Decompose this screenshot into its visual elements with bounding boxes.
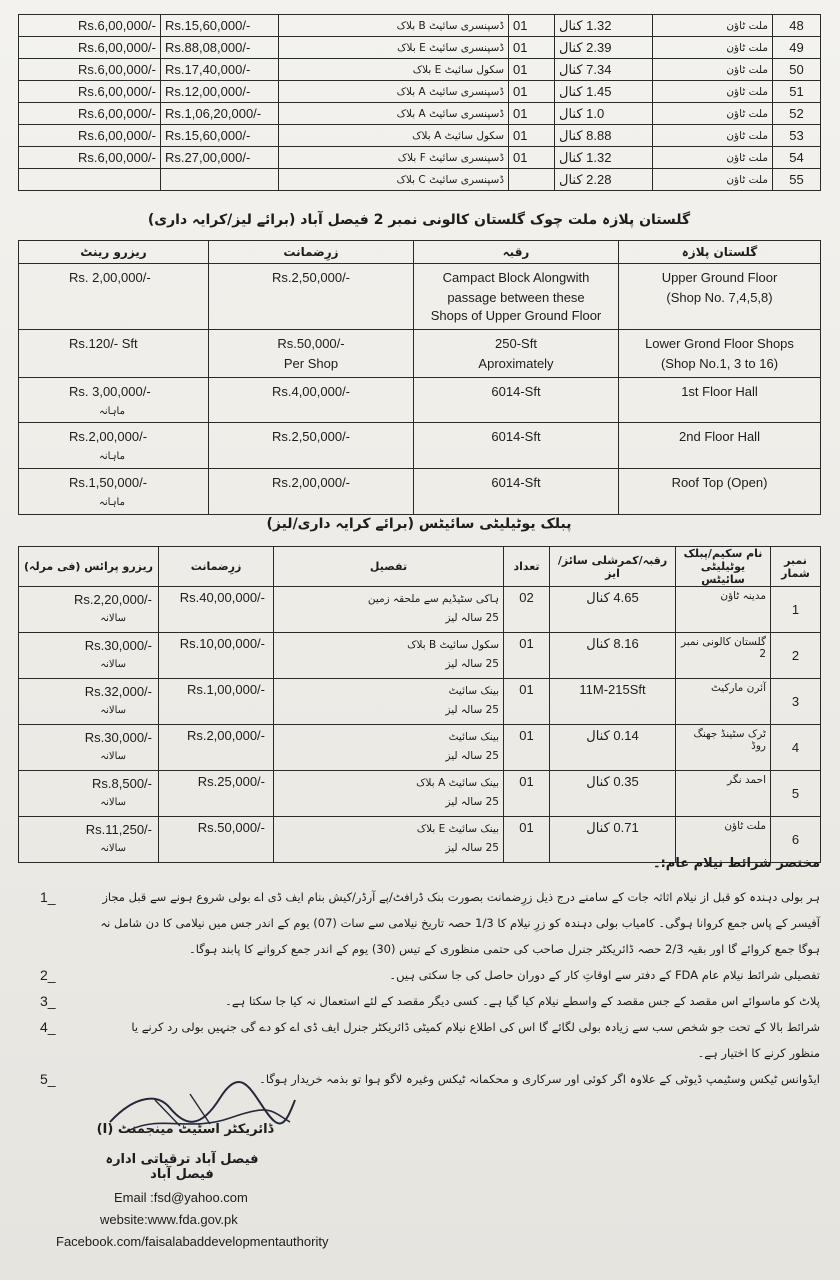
cell-line: 25 سالہ لیز — [445, 704, 499, 716]
table-row — [19, 725, 821, 771]
area-cell — [414, 264, 619, 330]
header-plaza: گلستان پلازہ — [619, 241, 821, 264]
serial-no-cell: 6 — [771, 817, 821, 863]
term-number: 3_ — [40, 993, 56, 1009]
scheme-name-cell: آئرن مارکیٹ — [676, 679, 771, 725]
area-cell: 4.65 کنال — [550, 587, 676, 633]
area-cell — [414, 378, 619, 423]
cell-line: Rs.8,500/- — [92, 776, 152, 791]
term-text: شرائط بالا کے تحت جو شخص سب سے زیادہ بولی لگائے گا اس کی اطلاع نیلام کمیٹی ڈائریکٹر جنرل ایف ڈی اے کو دے گی جنہیں بولی رد کرنے یا منظور کرنے کا اختیار ہے۔ — [131, 1020, 820, 1060]
serial-no-cell: 4 — [771, 725, 821, 771]
cell-line: 25 سالہ لیز — [445, 750, 499, 762]
header-quantity: تعداد — [504, 547, 550, 587]
reserve-price-cell — [19, 679, 159, 725]
cell-line: Rs.30,000/- — [84, 730, 152, 745]
cell-line: (Shop No. 7,4,5,8) — [666, 290, 773, 305]
table-row — [19, 771, 821, 817]
plaza-floor-cell — [619, 378, 821, 423]
cell-line: 25 سالہ لیز — [445, 658, 499, 670]
serial-no-cell: 50 — [773, 59, 821, 81]
area-cell: 0.35 کنال — [550, 771, 676, 817]
reserve-price-cell: Rs.6,00,000/- — [19, 37, 161, 59]
reserve-price-cell — [19, 587, 159, 633]
cell-line: سالانہ — [100, 659, 126, 670]
earnest-money-cell: Rs.17,40,000/- — [161, 59, 279, 81]
contact-facebook: Facebook.com/faisalabaddevelopmentauthority — [56, 1234, 329, 1249]
site-detail-cell — [274, 633, 504, 679]
term-text: تفصیلی شرائط نیلام عام FDA کے دفتر سے اوقاتِ کار کے دوران حاصل کی جا سکتی ہیں۔ — [389, 968, 820, 982]
section-title-gulistan-plaza: گلستان پلازہ ملت چوک گلستان کالونی نمبر 2 فیصل آباد (برائے لیز/کرایہ داری) — [147, 212, 691, 228]
cell-line: Rs.4,00,000/- — [271, 384, 351, 399]
reserve-price-cell: Rs.6,00,000/- — [19, 59, 161, 81]
plaza-floor-cell — [619, 330, 821, 378]
table-row — [19, 125, 821, 147]
cell-line: Rs.50,000/- — [277, 336, 345, 351]
reserve-price-cell: Rs.6,00,000/- — [19, 15, 161, 37]
cell-line: سالانہ — [100, 751, 126, 762]
serial-no-cell: 51 — [773, 81, 821, 103]
contact-website: website:www.fda.gov.pk — [100, 1212, 238, 1227]
quantity-cell: 01 — [509, 15, 555, 37]
earnest-money-cell: Rs.10,00,000/- — [159, 633, 274, 679]
area-cell: 1.0 کنال — [555, 103, 653, 125]
contact-email: Email :fsd@yahoo.com — [114, 1190, 248, 1205]
site-detail-cell: سکول سائیٹ A بلاک — [279, 125, 509, 147]
scheme-name-cell: ملت ٹاؤن — [653, 37, 773, 59]
cell-line: بینک سائیٹ E بلاک — [416, 823, 499, 835]
quantity-cell: 01 — [509, 125, 555, 147]
cell-line: Rs.1,50,000/- — [69, 475, 148, 490]
section-title-public-utility: پبلک یوٹیلیٹی سائیٹس (برائے کرایہ داری/لیز) — [266, 516, 572, 532]
header-earnest: زرِضمانت — [159, 547, 274, 587]
reserve-price-cell: Rs.6,00,000/- — [19, 103, 161, 125]
term-number: 4_ — [40, 1019, 56, 1035]
quantity-cell: 01 — [509, 59, 555, 81]
public-utility-table — [18, 546, 821, 863]
cell-line: 250-Sft — [495, 336, 537, 351]
reserve-rent-cell — [19, 378, 209, 423]
plaza-floor-cell — [619, 423, 821, 469]
site-detail-cell: ڈسپنسری سائیٹ B بلاک — [279, 15, 509, 37]
term-item — [40, 988, 820, 1014]
term-item — [40, 962, 820, 988]
area-cell: 11M-215Sft — [550, 679, 676, 725]
quantity-cell: 01 — [509, 103, 555, 125]
serial-no-cell: 53 — [773, 125, 821, 147]
scheme-name-cell: گلستان کالونی نمبر 2 — [676, 633, 771, 679]
cell-line: Rs.30,000/- — [84, 638, 152, 653]
cell-line: بینک سائیٹ — [448, 685, 499, 697]
earnest-money-cell — [209, 423, 414, 469]
reserve-price-cell: Rs.6,00,000/- — [19, 147, 161, 169]
quantity-cell: 01 — [504, 771, 550, 817]
table-row — [19, 423, 821, 469]
term-text: پلاٹ کو ماسوائے اس مقصد کے جس مقصد کے واسطے نیلام کیا گیا ہے۔ کسی دیگر مقصد کے لئے استعمال نہ کیا جا سکتا ہے۔ — [225, 994, 820, 1008]
serial-no-cell: 2 — [771, 633, 821, 679]
site-detail-cell — [274, 587, 504, 633]
quantity-cell: 01 — [504, 679, 550, 725]
scheme-name-cell: ملت ٹاؤن — [653, 169, 773, 191]
earnest-money-cell: Rs.88,08,000/- — [161, 37, 279, 59]
gulistan-plaza-table — [18, 240, 821, 515]
earnest-money-cell: Rs.15,60,000/- — [161, 15, 279, 37]
site-detail-cell — [274, 679, 504, 725]
header-reserve-price: ریزرو پرائس (فی مرلہ) — [19, 547, 159, 587]
cell-line: Rs. 2,00,000/- — [69, 270, 151, 285]
site-detail-cell: ڈسپنسری سائیٹ C بلاک — [279, 169, 509, 191]
reserve-price-cell: Rs.6,00,000/- — [19, 125, 161, 147]
table-row — [19, 264, 821, 330]
cell-line: ہاکی سٹیڈیم سے ملحقہ زمین — [367, 593, 499, 605]
header-scheme-name: نام سکیم/پبلک یوٹیلیٹی سائیٹس — [676, 547, 771, 587]
cell-line: Roof Top (Open) — [671, 475, 768, 490]
earnest-money-cell: Rs.27,00,000/- — [161, 147, 279, 169]
header-detail: تفصیل — [274, 547, 504, 587]
table-row — [19, 59, 821, 81]
cell-line: Rs.2,00,000/- — [69, 429, 148, 444]
scheme-name-cell: ملت ٹاؤن — [653, 15, 773, 37]
term-number: 5_ — [40, 1071, 56, 1087]
site-detail-cell: ڈسپنسری سائیٹ A بلاک — [279, 81, 509, 103]
quantity-cell: 01 — [504, 725, 550, 771]
terms-heading: مختصر شرائط نیلام عام:۔ — [652, 856, 820, 871]
quantity-cell: 01 — [509, 147, 555, 169]
table-row — [19, 679, 821, 725]
area-cell — [414, 423, 619, 469]
header-earnest-money: زرِضمانت — [209, 241, 414, 264]
cell-line: سالانہ — [100, 705, 126, 716]
cell-line: 6014-Sft — [491, 429, 541, 444]
cell-line: بینک سائیٹ — [448, 731, 499, 743]
earnest-money-cell — [209, 378, 414, 423]
plaza-floor-cell — [619, 469, 821, 515]
site-detail-cell: ڈسپنسری سائیٹ E بلاک — [279, 37, 509, 59]
earnest-money-cell: Rs.15,60,000/- — [161, 125, 279, 147]
cell-line: passage between these — [447, 290, 585, 305]
cell-line: Rs.2,00,000/- — [271, 475, 351, 490]
serial-no-cell: 5 — [771, 771, 821, 817]
cell-line: Rs.2,50,000/- — [271, 429, 351, 444]
cell-line: Rs.2,20,000/- — [73, 592, 152, 607]
table-row — [19, 37, 821, 59]
header-reserve-rent: ریزرو رینٹ — [19, 241, 209, 264]
earnest-money-cell — [161, 169, 279, 191]
signatory-title: ڈائریکٹر اسٹیٹ مینجمنٹ (I) — [96, 1122, 274, 1137]
term-item — [40, 884, 820, 962]
area-cell: 0.71 کنال — [550, 817, 676, 863]
area-cell: 1.32 کنال — [555, 147, 653, 169]
cell-line: بینک سائیٹ A بلاک — [416, 777, 499, 789]
quantity-cell: 01 — [504, 817, 550, 863]
site-detail-cell: ڈسپنسری سائیٹ F بلاک — [279, 147, 509, 169]
table-row — [19, 147, 821, 169]
reserve-price-cell: Rs.6,00,000/- — [19, 81, 161, 103]
table-row — [19, 587, 821, 633]
cell-line: 6014-Sft — [491, 475, 541, 490]
cell-line: Rs.11,250/- — [85, 822, 152, 837]
earnest-money-cell: Rs.25,000/- — [159, 771, 274, 817]
earnest-money-cell: Rs.50,000/- — [159, 817, 274, 863]
header-area: رقبہ — [414, 241, 619, 264]
serial-no-cell: 52 — [773, 103, 821, 125]
serial-no-cell: 48 — [773, 15, 821, 37]
table-row — [19, 103, 821, 125]
term-number: 2_ — [40, 967, 56, 983]
area-cell: 2.39 کنال — [555, 37, 653, 59]
earnest-money-cell: Rs.12,00,000/- — [161, 81, 279, 103]
serial-no-cell: 1 — [771, 587, 821, 633]
terms-list — [40, 884, 820, 1092]
area-cell: 2.28 کنال — [555, 169, 653, 191]
quantity-cell: 01 — [504, 633, 550, 679]
area-cell: 0.14 کنال — [550, 725, 676, 771]
cell-line: Shops of Upper Ground Floor — [430, 308, 602, 323]
table-row — [19, 81, 821, 103]
cell-line: ماہانہ — [99, 451, 125, 462]
site-detail-cell: ڈسپنسری سائیٹ A بلاک — [279, 103, 509, 125]
cell-line: سکول سائیٹ B بلاک — [407, 639, 499, 651]
scheme-name-cell: ملت ٹاؤن — [653, 81, 773, 103]
quantity-cell: 02 — [504, 587, 550, 633]
reserve-rent-cell — [19, 330, 209, 378]
cell-line: Rs. 3,00,000/- — [69, 384, 151, 399]
area-cell: 1.45 کنال — [555, 81, 653, 103]
cell-line: Upper Ground Floor — [661, 270, 778, 285]
quantity-cell — [509, 169, 555, 191]
table-row — [19, 633, 821, 679]
cell-line: سالانہ — [100, 843, 126, 854]
table-row — [19, 169, 821, 191]
earnest-money-cell: Rs.40,00,000/- — [159, 587, 274, 633]
term-number: 1_ — [40, 889, 56, 905]
earnest-money-cell: Rs.2,00,000/- — [159, 725, 274, 771]
cell-line: Rs.2,50,000/- — [271, 270, 351, 285]
cell-line: ماہانہ — [99, 497, 125, 508]
scheme-name-cell: ٹرک سٹینڈ جھنگ روڈ — [676, 725, 771, 771]
cell-line: 25 سالہ لیز — [445, 842, 499, 854]
table-row — [19, 15, 821, 37]
header-area-size: رقبہ/کمرشلی سائز/ایز — [550, 547, 676, 587]
scheme-name-cell: ملت ٹاؤن — [653, 147, 773, 169]
reserve-rent-cell — [19, 423, 209, 469]
reserve-rent-cell — [19, 469, 209, 515]
area-cell — [414, 469, 619, 515]
site-detail-cell — [274, 771, 504, 817]
area-cell — [414, 330, 619, 378]
table-row — [19, 378, 821, 423]
reserve-price-cell — [19, 771, 159, 817]
earnest-money-cell: Rs.1,00,000/- — [159, 679, 274, 725]
cell-line: 1st Floor Hall — [681, 384, 758, 399]
cell-line: سالانہ — [100, 613, 126, 624]
earnest-money-cell — [209, 330, 414, 378]
plaza-floor-cell — [619, 264, 821, 330]
scheme-name-cell: مدینہ ٹاؤن — [676, 587, 771, 633]
serial-no-cell: 55 — [773, 169, 821, 191]
earnest-money-cell — [209, 469, 414, 515]
cell-line: سالانہ — [100, 797, 126, 808]
cell-line: 2nd Floor Hall — [679, 429, 760, 444]
cell-line: ماہانہ — [99, 406, 125, 417]
cell-line: 25 سالہ لیز — [445, 796, 499, 808]
cell-line: Per Shop — [283, 356, 339, 371]
signatory-organization: فیصل آباد ترقیاتی ادارہ فیصل آباد — [105, 1152, 259, 1182]
header-serial-no: نمبر شمار — [771, 547, 821, 587]
scheme-name-cell: ملت ٹاؤن — [653, 103, 773, 125]
serial-no-cell: 54 — [773, 147, 821, 169]
serial-no-cell: 49 — [773, 37, 821, 59]
cell-line: Aproximately — [478, 356, 554, 371]
cell-line: Campact Block Alongwith — [442, 270, 590, 285]
cell-line: (Shop No.1, 3 to 16) — [660, 356, 779, 371]
reserve-rent-cell — [19, 264, 209, 330]
scheme-name-cell: ملت ٹاؤن — [653, 59, 773, 81]
reserve-price-cell — [19, 633, 159, 679]
reserve-price-cell — [19, 725, 159, 771]
cell-line: Lower Grond Floor Shops — [645, 336, 794, 351]
quantity-cell: 01 — [509, 37, 555, 59]
auction-table-sites — [18, 14, 821, 191]
quantity-cell: 01 — [509, 81, 555, 103]
cell-line: Rs.32,000/- — [84, 684, 152, 699]
site-detail-cell — [274, 725, 504, 771]
serial-no-cell: 3 — [771, 679, 821, 725]
site-detail-cell: سکول سائیٹ E بلاک — [279, 59, 509, 81]
table-row — [19, 469, 821, 515]
cell-line: 6014-Sft — [491, 384, 541, 399]
area-cell: 8.88 کنال — [555, 125, 653, 147]
term-text: ہر بولی دہندہ کو قبل از نیلام اثاثہ جات کے سامنے درج ذیل زرِضمانت بصورت بنک ڈرافٹ/پے آرڈر/کیش بنام ایف ڈی اے بولی شروع ہونے سے قبل مجاز آفیسر کے پاس جمع کروانا ہوگی۔ کامیاب بولی دہندہ کو زرِ نیلام کا 1/3 حصہ تاریخ نیلامی سے سات (07) یوم کے اندر جس میں نیلامی کا دن شامل نہ ہوگا جمع کروائے گا اور بقیہ 2/3 حصہ ڈائریکٹر جنرل صاحب کی حتمی منظوری کے تیس (30) یوم کے اندر جمع کروانے کا پابند ہوگا۔ — [100, 890, 820, 956]
reserve-price-cell — [19, 169, 161, 191]
area-cell: 8.16 کنال — [550, 633, 676, 679]
earnest-money-cell: Rs.1,06,20,000/- — [161, 103, 279, 125]
area-cell: 1.32 کنال — [555, 15, 653, 37]
table-row — [19, 330, 821, 378]
cell-line: 25 سالہ لیز — [445, 612, 499, 624]
term-text: ایڈوانس ٹیکس وسٹیمپ ڈیوٹی کے علاوہ اگر کوئی اور سرکاری و محکمانہ ٹیکس وغیرہ لاگو ہوا تو بذمہ خریدار ہوگا۔ — [259, 1072, 820, 1086]
area-cell: 7.34 کنال — [555, 59, 653, 81]
scheme-name-cell: احمد نگر — [676, 771, 771, 817]
scheme-name-cell: ملت ٹاؤن — [653, 125, 773, 147]
cell-line: Rs.120/- Sft — [69, 336, 138, 351]
earnest-money-cell — [209, 264, 414, 330]
term-item — [40, 1014, 820, 1066]
scheme-name-cell: ملت ٹاؤن — [676, 817, 771, 863]
